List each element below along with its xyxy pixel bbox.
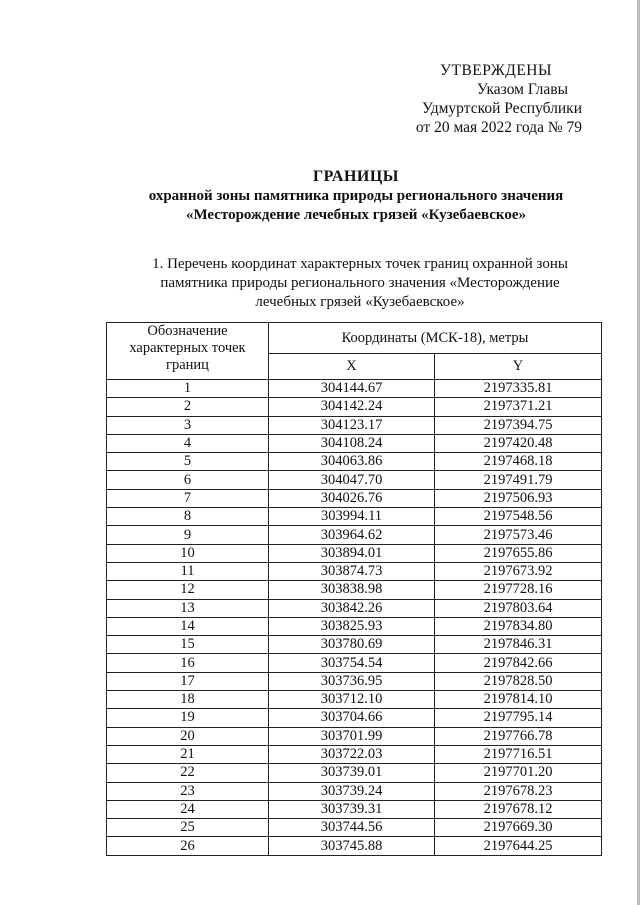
table-row bbox=[107, 654, 602, 672]
coord-x: 304026.76 bbox=[269, 489, 435, 507]
coord-y: 2197655.86 bbox=[435, 544, 602, 562]
point-number: 20 bbox=[107, 727, 269, 745]
table-row bbox=[107, 709, 602, 727]
section-title bbox=[130, 255, 590, 312]
table-row bbox=[107, 764, 602, 782]
coord-y: 2197573.46 bbox=[435, 526, 602, 544]
point-number: 19 bbox=[107, 709, 269, 727]
table-row bbox=[107, 416, 602, 434]
table-row bbox=[107, 453, 602, 471]
coord-y: 2197678.12 bbox=[435, 800, 602, 818]
coord-x: 304108.24 bbox=[269, 434, 435, 452]
coord-x: 304047.70 bbox=[269, 471, 435, 489]
table-row bbox=[107, 672, 602, 690]
table-row bbox=[107, 599, 602, 617]
point-number: 26 bbox=[107, 837, 269, 855]
coord-y: 2197394.75 bbox=[435, 416, 602, 434]
coord-x: 304144.67 bbox=[269, 380, 435, 398]
table-row bbox=[107, 617, 602, 635]
coord-x: 303838.98 bbox=[269, 581, 435, 599]
section-title-line2: памятника природы регионального значения «Месторождение bbox=[160, 275, 560, 291]
coord-x: 304142.24 bbox=[269, 398, 435, 416]
coord-y: 2197842.66 bbox=[435, 654, 602, 672]
point-number: 11 bbox=[107, 562, 269, 580]
coord-x: 303701.99 bbox=[269, 727, 435, 745]
coord-y: 2197701.20 bbox=[435, 764, 602, 782]
point-number: 15 bbox=[107, 636, 269, 654]
table-row bbox=[107, 489, 602, 507]
coord-x: 303894.01 bbox=[269, 544, 435, 562]
section-title-line3: лечебных грязей «Кузебаевское» bbox=[255, 294, 465, 310]
point-number: 3 bbox=[107, 416, 269, 434]
coord-y: 2197846.31 bbox=[435, 636, 602, 654]
coord-y: 2197673.92 bbox=[435, 562, 602, 580]
header-x: X bbox=[269, 354, 435, 380]
heading-subtitle-line1: охранной зоны памятника природы регионального значения bbox=[148, 188, 564, 204]
coord-y: 2197814.10 bbox=[435, 691, 602, 709]
coord-x: 303964.62 bbox=[269, 526, 435, 544]
coord-y: 2197669.30 bbox=[435, 819, 602, 837]
table-row bbox=[107, 745, 602, 763]
header-coordinates: Координаты (МСК-18), метры bbox=[269, 323, 602, 354]
point-number: 16 bbox=[107, 654, 269, 672]
point-number: 21 bbox=[107, 745, 269, 763]
point-number: 7 bbox=[107, 489, 269, 507]
approval-line-date: от 20 мая 2022 года № 79 bbox=[415, 119, 582, 136]
point-number: 4 bbox=[107, 434, 269, 452]
table-row bbox=[107, 581, 602, 599]
coord-x: 303842.26 bbox=[269, 599, 435, 617]
coord-y: 2197803.64 bbox=[435, 599, 602, 617]
table-row bbox=[107, 544, 602, 562]
coord-y: 2197548.56 bbox=[435, 508, 602, 526]
coord-y: 2197468.18 bbox=[435, 453, 602, 471]
table-body bbox=[107, 380, 602, 856]
coord-y: 2197728.16 bbox=[435, 581, 602, 599]
coord-x: 303722.03 bbox=[269, 745, 435, 763]
coord-y: 2197371.21 bbox=[435, 398, 602, 416]
table-row bbox=[107, 398, 602, 416]
coord-x: 303744.56 bbox=[269, 819, 435, 837]
coord-x: 304123.17 bbox=[269, 416, 435, 434]
table-row bbox=[107, 691, 602, 709]
coord-x: 303712.10 bbox=[269, 691, 435, 709]
point-number: 25 bbox=[107, 819, 269, 837]
coord-y: 2197420.48 bbox=[435, 434, 602, 452]
approval-block bbox=[416, 61, 582, 137]
table-row bbox=[107, 434, 602, 452]
point-number: 14 bbox=[107, 617, 269, 635]
coordinates-table bbox=[106, 322, 602, 856]
point-number: 8 bbox=[107, 508, 269, 526]
document-heading bbox=[0, 166, 640, 225]
heading-title: ГРАНИЦЫ bbox=[312, 168, 399, 185]
heading-subtitle-line2: «Месторождение лечебных грязей «Кузебаевское» bbox=[185, 207, 527, 223]
coord-y: 2197834.80 bbox=[435, 617, 602, 635]
approval-title: УТВЕРЖДЕНЫ bbox=[440, 62, 552, 79]
approval-line-decree: Указом Главы bbox=[476, 81, 568, 98]
coord-x: 303739.31 bbox=[269, 800, 435, 818]
coord-y: 2197506.93 bbox=[435, 489, 602, 507]
coord-y: 2197678.23 bbox=[435, 782, 602, 800]
table-row bbox=[107, 727, 602, 745]
point-number: 6 bbox=[107, 471, 269, 489]
coord-x: 303754.54 bbox=[269, 654, 435, 672]
coord-y: 2197491.79 bbox=[435, 471, 602, 489]
point-number: 12 bbox=[107, 581, 269, 599]
coord-y: 2197335.81 bbox=[435, 380, 602, 398]
point-number: 17 bbox=[107, 672, 269, 690]
point-number: 1 bbox=[107, 380, 269, 398]
section-title-line1: 1. Перечень координат характерных точек границ охранной зоны bbox=[152, 256, 568, 272]
coord-x: 303874.73 bbox=[269, 562, 435, 580]
coord-x: 303780.69 bbox=[269, 636, 435, 654]
table-row bbox=[107, 636, 602, 654]
coord-y: 2197766.78 bbox=[435, 727, 602, 745]
table-row bbox=[107, 562, 602, 580]
point-number: 10 bbox=[107, 544, 269, 562]
point-number: 18 bbox=[107, 691, 269, 709]
header-point-label: Обозначение характерных точек границ bbox=[107, 323, 269, 380]
coord-x: 304063.86 bbox=[269, 453, 435, 471]
table-row bbox=[107, 837, 602, 855]
table-row bbox=[107, 819, 602, 837]
table-row bbox=[107, 526, 602, 544]
point-number: 13 bbox=[107, 599, 269, 617]
point-number: 22 bbox=[107, 764, 269, 782]
coord-x: 303994.11 bbox=[269, 508, 435, 526]
coord-y: 2197828.50 bbox=[435, 672, 602, 690]
coord-x: 303739.24 bbox=[269, 782, 435, 800]
point-number: 9 bbox=[107, 526, 269, 544]
coord-x: 303736.95 bbox=[269, 672, 435, 690]
approval-line-republic: Удмуртской Республики bbox=[421, 100, 582, 117]
coord-x: 303739.01 bbox=[269, 764, 435, 782]
coord-y: 2197644.25 bbox=[435, 837, 602, 855]
coord-y: 2197716.51 bbox=[435, 745, 602, 763]
coord-y: 2197795.14 bbox=[435, 709, 602, 727]
table-row bbox=[107, 782, 602, 800]
coord-x: 303704.66 bbox=[269, 709, 435, 727]
point-number: 24 bbox=[107, 800, 269, 818]
table-row bbox=[107, 380, 602, 398]
header-y: Y bbox=[435, 354, 602, 380]
coord-x: 303745.88 bbox=[269, 837, 435, 855]
table-row bbox=[107, 471, 602, 489]
point-number: 5 bbox=[107, 453, 269, 471]
coord-x: 303825.93 bbox=[269, 617, 435, 635]
table-row bbox=[107, 800, 602, 818]
point-number: 23 bbox=[107, 782, 269, 800]
point-number: 2 bbox=[107, 398, 269, 416]
table-row bbox=[107, 508, 602, 526]
